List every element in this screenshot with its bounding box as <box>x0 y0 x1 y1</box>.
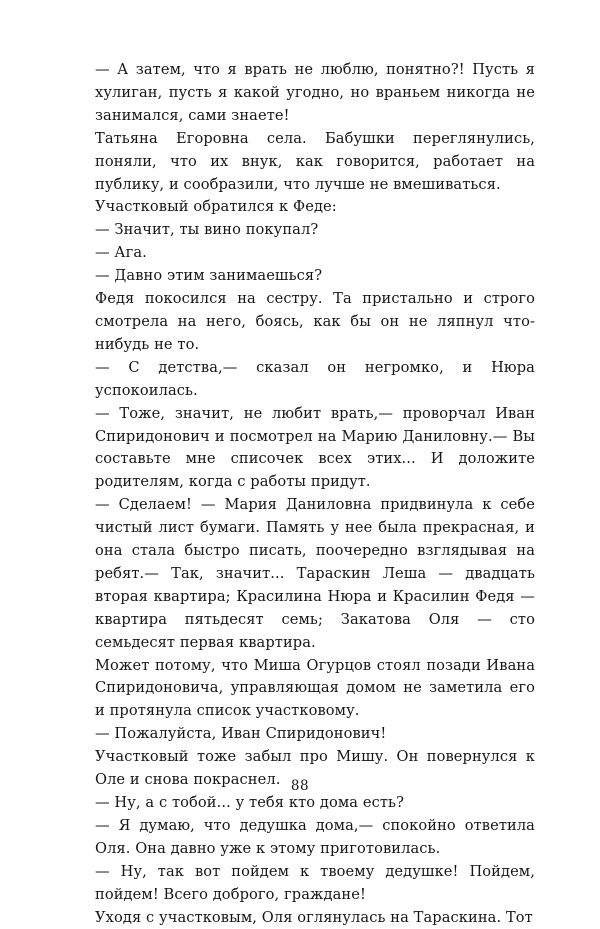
paragraph-17: Уходя с участковым, Оля оглянулась на Тараскина. Тот <box>95 908 533 926</box>
paragraph-9: — Тоже, значит, не любит врать,— проворчал Иван Спиридонович и посмотрел на Марию Даниловну.— Вы составьте мне списочек всех этих... И доложите родителям, когда с работы придут. <box>95 404 535 491</box>
paragraph-12: — Пожалуйста, Иван Спиридонович! <box>95 725 387 743</box>
paragraph-2: Татьяна Егоровна села. Бабушки переглянулись, поняли, что их внук, как говорится, работает на публику, и сообразили, что лучше не вмешиваться. <box>95 129 535 193</box>
paragraph-1: — А затем, что я врать не люблю, понятно?! Пусть я хулиган, пусть я какой угодно, но враньем никогда не занимался, сами знаете! <box>95 61 535 124</box>
paragraph-11: Может потому, что Миша Огурцов стоял позади Ивана Спиридоновича, управляющая домом не заметила его и протянула список участковому. <box>95 656 535 720</box>
paragraph-14: — Ну, а с тобой... у тебя кто дома есть? <box>95 794 404 811</box>
paragraph-5: — Ага. <box>95 244 147 262</box>
body-text <box>95 59 535 929</box>
paragraph-7: Федя покосился на сестру. Та пристально и строго смотрела на него, боясь, как бы он не ляпнул что-нибудь не то. <box>95 290 535 353</box>
paragraph-15: — Я думаю, что дедушка дома,— спокойно ответила Оля. Она давно уже к этому приготовилась. <box>95 816 535 857</box>
paragraph-6: — Давно этим занимаешься? <box>95 267 323 285</box>
page-number: 88 <box>290 778 310 794</box>
paragraph-3: Участковый обратился к Феде: <box>95 198 337 216</box>
paragraph-8: — С детства,— сказал он негромко, и Нюра успокоилась. <box>95 358 535 399</box>
paragraph-16: — Ну, так вот пойдем к твоему дедушке! Пойдем, пойдем! Всего доброго, граждане! <box>95 862 535 903</box>
paragraph-4: — Значит, ты вино покупал? <box>95 221 319 239</box>
paragraph-13: Участковый тоже забыл про Мишу. Он повернулся к Оле и снова покраснел. <box>95 748 535 789</box>
paragraph-10: — Сделаем! — Мария Даниловна придвинула к себе чистый лист бумаги. Память у нее была прекрасная, и она стала быстро писать, поочередно взглядывая на ребят.— Так, значит... Тараскин Леша — двадцать вторая квартира; Красилина Нюра и Красилин Федя — квартира пятьдесят семь; Закатова Оля — сто семьдесят первая квартира. <box>95 496 535 651</box>
